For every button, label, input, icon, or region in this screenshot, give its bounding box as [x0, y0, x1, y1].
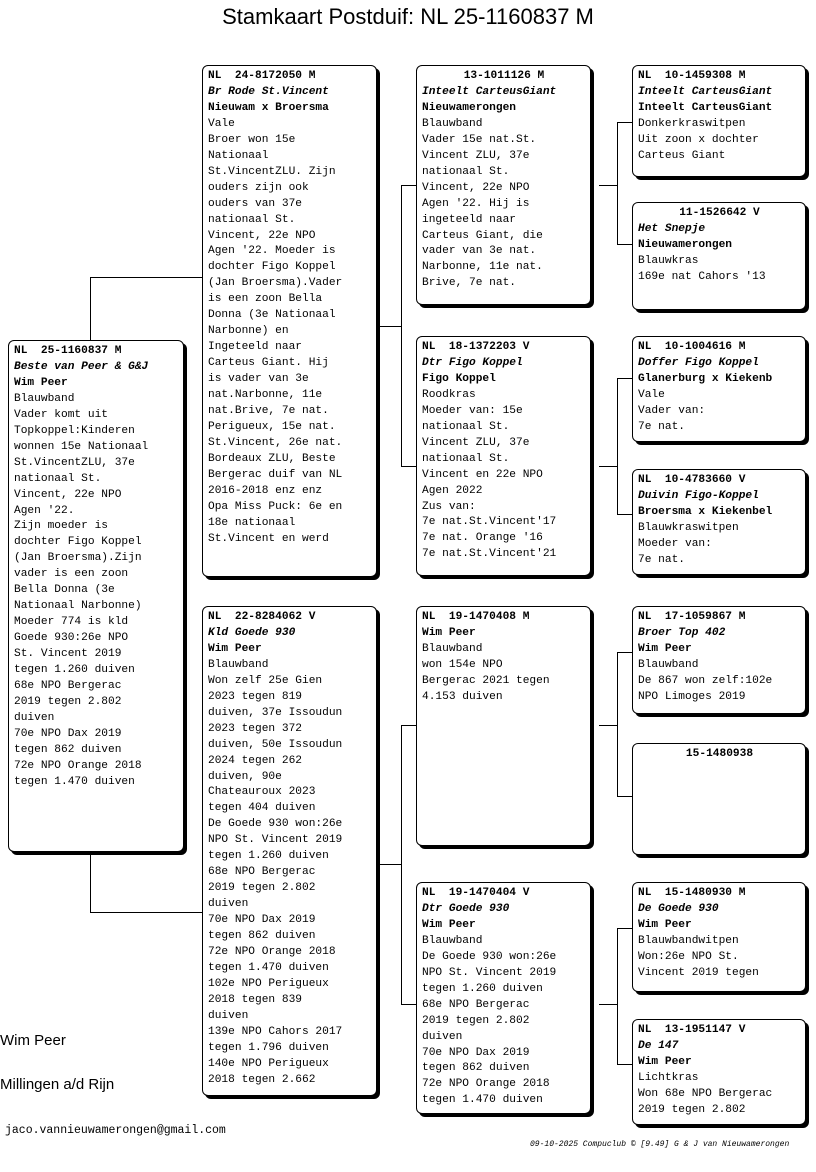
- pigeon-card-mother[interactable]: [202, 606, 377, 1096]
- info-line: tegen 1.260 duiven: [14, 664, 135, 677]
- ring-number: NL 24-8172050 M: [208, 70, 316, 82]
- pigeon-card-mother-father[interactable]: [416, 606, 591, 846]
- connector-line: [599, 466, 617, 467]
- connector-line: [617, 652, 633, 653]
- info-line: Agen '22. Hij is: [422, 197, 530, 210]
- info-line: (Jan Broersma).Zijn: [14, 552, 142, 565]
- pigeon-card-mother-mother[interactable]: [416, 882, 591, 1114]
- info-line: duiven, 37e Issoudun: [208, 706, 343, 719]
- pigeon-card-mf-father[interactable]: [632, 606, 806, 714]
- info-line: 68e NPO Bergerac: [14, 680, 122, 693]
- info-line: Carteus Giant, die: [422, 229, 543, 242]
- info-line: tegen 1.470 duiven: [14, 775, 135, 788]
- breeder-name: Wim Peer: [208, 642, 262, 655]
- info-line: ouders van 37e: [208, 197, 302, 210]
- info-line: Brive, 7e nat.: [422, 277, 516, 290]
- connector-line: [90, 277, 91, 341]
- info-line: Vincent, 22e NPO: [14, 488, 122, 501]
- info-line: Bergerac 2021 tegen: [422, 674, 550, 687]
- connector-line: [90, 912, 204, 913]
- page-title: Stamkaart Postduif: NL 25-1160837 M: [222, 4, 594, 29]
- info-line: vader is een zoon: [14, 568, 129, 581]
- info-line: 139e NPO Cahors 2017: [208, 1025, 343, 1038]
- ring-number: NL 13-1951147 V: [638, 1024, 746, 1036]
- connector-line: [617, 796, 633, 797]
- connector-line: [401, 725, 417, 726]
- breeder-name: Broersma x Kiekenbel: [638, 505, 773, 518]
- info-line: Blauwband: [14, 392, 75, 405]
- info-line: Blauwkraswitpen: [638, 521, 739, 534]
- info-line: Zus van:: [422, 500, 476, 513]
- info-line: Ingeteeld naar: [208, 341, 302, 354]
- pigeon-name: Beste van Peer & G&J: [14, 360, 149, 373]
- pigeon-name: Dtr Goede 930: [422, 902, 510, 915]
- connector-line: [401, 185, 402, 466]
- ring-number: NL 22-8284062 V: [208, 611, 316, 623]
- info-line: dochter Figo Koppel: [14, 536, 142, 549]
- info-line: Blauwkras: [638, 254, 699, 267]
- info-line: Blauwband: [422, 117, 483, 130]
- info-line: Zijn moeder is: [14, 520, 108, 533]
- info-line: St. Vincent 2019: [14, 648, 122, 661]
- ring-number: 13-1011126 M: [463, 70, 545, 82]
- info-line: St.VincentZLU, 37e: [14, 456, 135, 469]
- info-line: Opa Miss Puck: 6e en: [208, 500, 343, 513]
- info-line: 169e nat Cahors '13: [638, 270, 766, 283]
- info-line: 72e NPO Orange 2018: [422, 1078, 550, 1091]
- ring-number: NL 19-1470404 V: [422, 887, 530, 899]
- info-line: NPO St. Vincent 2019: [422, 966, 557, 979]
- info-line: Uit zoon x dochter: [638, 133, 759, 146]
- info-line: 70e NPO Dax 2019: [422, 1046, 530, 1059]
- connector-line: [617, 928, 618, 1064]
- pigeon-name: De 147: [638, 1039, 679, 1052]
- info-line: tegen 862 duiven: [14, 743, 122, 756]
- info-line: 7e nat.: [638, 420, 685, 433]
- pigeon-name: Broer Top 402: [638, 626, 726, 639]
- info-line: duiven: [208, 1009, 249, 1022]
- info-line: Won zelf 25e Gien: [208, 674, 323, 687]
- info-line: 7e nat.St.Vincent'17: [422, 516, 557, 529]
- info-line: Blauwbandwitpen: [638, 934, 739, 947]
- info-line: nat.Brive, 7e nat.: [208, 405, 329, 418]
- info-line: 70e NPO Dax 2019: [14, 727, 122, 740]
- pigeon-card-mf-mother[interactable]: [632, 743, 806, 855]
- pigeon-name: Duivin Figo-Koppel: [638, 489, 759, 502]
- info-line: Vale: [208, 117, 235, 130]
- info-line: Lichtkras: [638, 1071, 699, 1084]
- software-credit: 09-10-2025 Compuclub © [9.49] G & J van Nieuwamerongen: [530, 1140, 790, 1149]
- pigeon-name: Het Snepje: [638, 222, 706, 235]
- owner-name: Wim Peer: [0, 1032, 66, 1049]
- ring-number: 11-1526642 V: [679, 207, 760, 219]
- pigeon-card-ff-father[interactable]: [632, 65, 806, 177]
- info-line: 2016-2018 enz enz: [208, 484, 323, 497]
- pigeon-card-fm-mother[interactable]: [632, 469, 806, 575]
- info-line: Vincent ZLU, 37e: [422, 436, 530, 449]
- pigeon-name: Doffer Figo Koppel: [638, 356, 759, 369]
- pigeon-card-fm-father[interactable]: [632, 336, 806, 442]
- info-line: Blauwband: [638, 658, 699, 671]
- info-line: 18e nationaal: [208, 516, 296, 529]
- info-line: 68e NPO Bergerac: [208, 866, 316, 879]
- ring-number: NL 17-1059867 M: [638, 611, 746, 623]
- connector-line: [599, 725, 617, 726]
- connector-line: [90, 852, 91, 912]
- pigeon-name: De Goede 930: [638, 902, 719, 915]
- info-line: St.Vincent en werd: [208, 532, 329, 545]
- ring-number: NL 10-1004616 M: [638, 341, 746, 353]
- breeder-name: Wim Peer: [422, 626, 476, 639]
- ring-number: NL 15-1480930 M: [638, 887, 746, 899]
- info-line: nat.Narbonne, 11e: [208, 389, 323, 402]
- info-line: Roodkras: [422, 388, 476, 401]
- info-line: nationaal St.: [422, 452, 510, 465]
- connector-line: [90, 277, 204, 278]
- pigeon-card-father-father[interactable]: [416, 65, 591, 305]
- pigeon-card-mm-mother[interactable]: [632, 1019, 806, 1125]
- info-line: Vincent ZLU, 37e: [422, 149, 530, 162]
- info-line: St.Vincent, 26e nat.: [208, 436, 343, 449]
- info-line: Vader 15e nat.St.: [422, 133, 537, 146]
- pigeon-name: Inteelt CarteusGiant: [422, 85, 557, 98]
- info-line: Won:26e NPO St.: [638, 950, 739, 963]
- info-line: tegen 1.260 duiven: [208, 850, 329, 863]
- info-line: NPO Limoges 2019: [638, 690, 746, 703]
- connector-line: [617, 122, 633, 123]
- info-line: Agen '22. Moeder is: [208, 245, 336, 258]
- info-line: De Goede 930 won:26e: [422, 950, 557, 963]
- info-line: tegen 404 duiven: [208, 802, 316, 815]
- info-line: Vincent, 22e NPO: [208, 229, 316, 242]
- connector-line: [401, 1004, 417, 1005]
- info-line: vader van 3e nat.: [422, 245, 537, 258]
- info-line: 2023 tegen 372: [208, 722, 302, 735]
- info-line: nationaal St.: [208, 213, 296, 226]
- connector-line: [401, 185, 417, 186]
- info-line: 102e NPO Perigueux: [208, 977, 329, 990]
- info-line: Narbonne) en: [208, 325, 289, 338]
- info-line: Moeder van:: [638, 537, 712, 550]
- info-line: tegen 862 duiven: [208, 930, 316, 943]
- info-line: ingeteeld naar: [422, 213, 516, 226]
- info-line: Nationaal: [208, 149, 269, 162]
- info-line: Perigueux, 15e nat.: [208, 420, 336, 433]
- info-line: Moeder van: 15e: [422, 404, 523, 417]
- breeder-name: Wim Peer: [422, 918, 476, 931]
- owner-email: jaco.vannieuwamerongen@gmail.com: [5, 1124, 226, 1137]
- info-line: De 867 won zelf:102e: [638, 674, 773, 687]
- connector-line: [617, 378, 618, 514]
- info-line: Broer won 15e: [208, 133, 296, 146]
- info-line: Won 68e NPO Bergerac: [638, 1087, 773, 1100]
- info-line: Blauwband: [208, 658, 269, 671]
- info-line: 68e NPO Bergerac: [422, 998, 530, 1011]
- info-line: duiven: [14, 711, 55, 724]
- info-line: NPO St. Vincent 2019: [208, 834, 343, 847]
- info-line: 140e NPO Perigueux: [208, 1057, 329, 1070]
- info-line: Vader komt uit: [14, 408, 108, 421]
- pigeon-card-ff-mother[interactable]: [632, 202, 806, 310]
- info-line: 7e nat.: [638, 553, 685, 566]
- info-line: St.VincentZLU. Zijn: [208, 165, 336, 178]
- info-line: 2019 tegen 2.802: [208, 882, 316, 895]
- connector-line: [617, 1064, 633, 1065]
- info-line: 70e NPO Dax 2019: [208, 914, 316, 927]
- breeder-name: Glanerburg x Kiekenb: [638, 372, 773, 385]
- info-line: Moeder 774 is kld: [14, 616, 129, 629]
- info-line: Vader van:: [638, 404, 706, 417]
- info-line: duiven: [208, 898, 249, 911]
- info-line: Bordeaux ZLU, Beste: [208, 452, 336, 465]
- info-line: wonnen 15e Nationaal: [14, 440, 149, 453]
- info-line: Nationaal Narbonne): [14, 600, 142, 613]
- info-line: Narbonne, 11e nat.: [422, 261, 543, 274]
- info-line: Bella Donna (3e: [14, 584, 115, 597]
- ring-number: NL 10-1459308 M: [638, 70, 746, 82]
- breeder-name: Wim Peer: [638, 642, 692, 655]
- info-line: is een zoon Bella: [208, 293, 323, 306]
- pigeon-name: Br Rode St.Vincent: [208, 85, 329, 98]
- info-line: nationaal St.: [422, 420, 510, 433]
- connector-line: [617, 652, 618, 796]
- info-line: Donna (3e Nationaal: [208, 309, 336, 322]
- connector-line: [599, 1004, 617, 1005]
- info-line: 2019 tegen 2.802: [14, 695, 122, 708]
- info-line: won 154e NPO: [422, 658, 503, 671]
- info-line: Chateauroux 2023: [208, 786, 316, 799]
- breeder-name: Nieuwamerongen: [422, 101, 516, 114]
- info-line: duiven, 90e: [208, 770, 282, 783]
- info-line: Goede 930:26e NPO: [14, 632, 129, 645]
- connector-line: [617, 122, 618, 244]
- info-line: 7e nat. Orange '16: [422, 532, 543, 545]
- info-line: 2018 tegen 839: [208, 993, 302, 1006]
- info-line: 72e NPO Orange 2018: [208, 946, 336, 959]
- ring-number: NL 25-1160837 M: [14, 345, 122, 357]
- owner-city: Millingen a/d Rijn: [0, 1076, 115, 1093]
- info-line: nationaal St.: [14, 472, 102, 485]
- info-line: 2023 tegen 819: [208, 690, 302, 703]
- connector-line: [401, 466, 417, 467]
- breeder-name: Figo Koppel: [422, 372, 496, 385]
- info-line: 7e nat.St.Vincent'21: [422, 548, 557, 561]
- info-line: 72e NPO Orange 2018: [14, 759, 142, 772]
- info-line: Agen 2022: [422, 484, 483, 497]
- info-line: Vincent, 22e NPO: [422, 181, 530, 194]
- info-line: Agen '22.: [14, 504, 75, 517]
- breeder-name: Inteelt CarteusGiant: [638, 101, 773, 114]
- connector-line: [617, 928, 633, 929]
- pigeon-name: Kld Goede 930: [208, 626, 296, 639]
- breeder-name: Wim Peer: [638, 1055, 692, 1068]
- info-line: Vincent en 22e NPO: [422, 468, 543, 481]
- info-line: tegen 862 duiven: [422, 1062, 530, 1075]
- info-line: tegen 1.470 duiven: [208, 961, 329, 974]
- info-line: tegen 1.470 duiven: [422, 1094, 543, 1107]
- pigeon-card-father-mother[interactable]: [416, 336, 591, 576]
- info-line: ouders zijn ook: [208, 181, 309, 194]
- connector-line: [599, 185, 617, 186]
- ring-number: NL 18-1372203 V: [422, 341, 530, 353]
- connector-line: [617, 378, 633, 379]
- info-line: is vader van 3e: [208, 373, 309, 386]
- ring-number: NL 19-1470408 M: [422, 611, 530, 623]
- info-line: 4.153 duiven: [422, 690, 503, 703]
- connector-line: [617, 244, 633, 245]
- pigeon-card-father[interactable]: [202, 65, 377, 577]
- info-line: Blauwband: [422, 642, 483, 655]
- pigeon-card-subject[interactable]: [8, 340, 184, 852]
- breeder-name: Wim Peer: [14, 376, 68, 389]
- info-line: tegen 1.260 duiven: [422, 982, 543, 995]
- info-line: duiven: [422, 1030, 463, 1043]
- info-line: duiven, 50e Issoudun: [208, 738, 343, 751]
- connector-line: [617, 514, 633, 515]
- info-line: 2024 tegen 262: [208, 754, 302, 767]
- info-line: Carteus Giant: [638, 149, 726, 162]
- info-line: Carteus Giant. Hij: [208, 357, 329, 370]
- info-line: nationaal St.: [422, 165, 510, 178]
- pigeon-card-mm-father[interactable]: [632, 882, 806, 992]
- breeder-name: Nieuwamerongen: [638, 238, 732, 251]
- breeder-name: Wim Peer: [638, 918, 692, 931]
- connector-line: [377, 326, 401, 327]
- breeder-name: Nieuwam x Broersma: [208, 101, 329, 114]
- connector-line: [401, 725, 402, 1004]
- info-line: Topkoppel:Kinderen: [14, 424, 135, 437]
- info-line: Vincent 2019 tegen: [638, 966, 759, 979]
- ring-number: 15-1480938: [685, 748, 754, 760]
- info-line: Donkerkraswitpen: [638, 117, 746, 130]
- info-line: 2018 tegen 2.662: [208, 1073, 316, 1086]
- pigeon-name: Dtr Figo Koppel: [422, 356, 523, 369]
- info-line: Blauwband: [422, 934, 483, 947]
- info-line: 2019 tegen 2.802: [422, 1014, 530, 1027]
- info-line: Bergerac duif van NL: [208, 468, 343, 481]
- connector-line: [377, 864, 401, 865]
- info-line: Vale: [638, 388, 665, 401]
- info-line: dochter Figo Koppel: [208, 261, 336, 274]
- info-line: tegen 1.796 duiven: [208, 1041, 329, 1054]
- info-line: De Goede 930 won:26e: [208, 818, 343, 831]
- pigeon-name: Inteelt CarteusGiant: [638, 85, 773, 98]
- info-line: (Jan Broersma).Vader: [208, 277, 343, 290]
- ring-number: NL 10-4783660 V: [638, 474, 746, 486]
- info-line: 2019 tegen 2.802: [638, 1103, 746, 1116]
